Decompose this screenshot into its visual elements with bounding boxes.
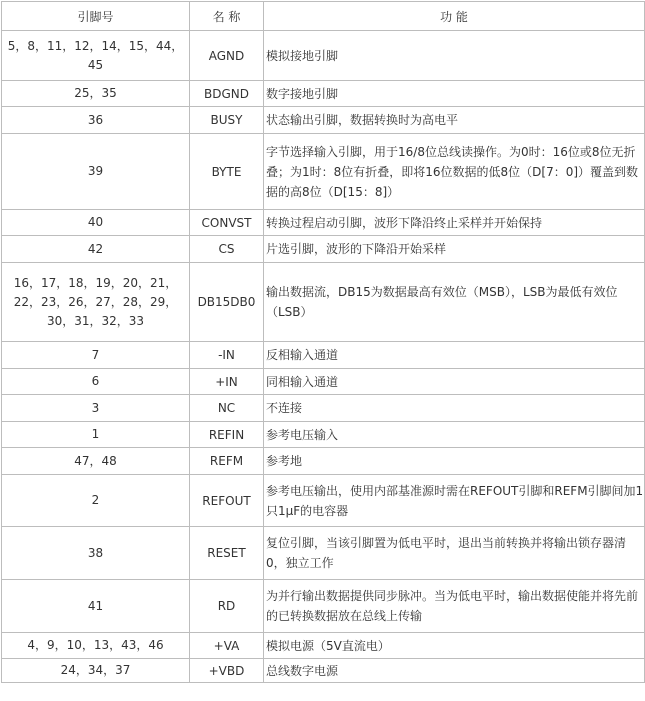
table-row bbox=[2, 395, 645, 422]
pin-name-cell: REFIN bbox=[190, 422, 264, 448]
pin-name-cell: DB15DB0 bbox=[190, 263, 264, 342]
pin-function-cell: 参考电压输入 bbox=[264, 422, 645, 448]
pin-function-cell: 反相输入通道 bbox=[264, 342, 645, 369]
pin-name-cell: NC bbox=[190, 395, 264, 422]
pin-name-cell: RD bbox=[190, 580, 264, 633]
header-function: 功 能 bbox=[264, 2, 645, 31]
pin-function-cell: 总线数字电源 bbox=[264, 659, 645, 683]
header-name: 名 称 bbox=[190, 2, 264, 31]
table-row bbox=[2, 81, 645, 107]
pin-function-table bbox=[1, 1, 645, 683]
pin-name-cell: AGND bbox=[190, 31, 264, 81]
pin-number-cell: 41 bbox=[2, 580, 190, 633]
pin-name-cell: +VBD bbox=[190, 659, 264, 683]
table-row bbox=[2, 342, 645, 369]
table-row bbox=[2, 580, 645, 633]
pin-function-cell: 为并行输出数据提供同步脉冲。当为低电平时，输出数据使能并将先前的已转换数据放在总线上传输 bbox=[264, 580, 645, 633]
pin-function-cell: 模拟接地引脚 bbox=[264, 31, 645, 81]
pin-number-cell: 40 bbox=[2, 210, 190, 236]
pin-function-cell: 参考电压输出，使用内部基准源时需在REFOUT引脚和REFM引脚间加1只1μF的电容器 bbox=[264, 475, 645, 527]
table-row bbox=[2, 210, 645, 236]
pin-number-cell: 1 bbox=[2, 422, 190, 448]
pin-number-cell: 42 bbox=[2, 236, 190, 263]
pin-function-cell: 同相输入通道 bbox=[264, 369, 645, 395]
pin-name-cell: CONVST bbox=[190, 210, 264, 236]
pin-function-cell: 输出数据流，DB15为数据最高有效位（MSB），LSB为最低有效位（LSB） bbox=[264, 263, 645, 342]
pin-function-cell: 复位引脚，当该引脚置为低电平时，退出当前转换并将输出锁存器清0，独立工作 bbox=[264, 527, 645, 580]
pin-number-cell: 38 bbox=[2, 527, 190, 580]
table-row bbox=[2, 369, 645, 395]
pin-number-cell: 7 bbox=[2, 342, 190, 369]
table-row bbox=[2, 422, 645, 448]
pin-number-cell: 6 bbox=[2, 369, 190, 395]
table-row bbox=[2, 448, 645, 475]
table-row bbox=[2, 263, 645, 342]
table-row bbox=[2, 236, 645, 263]
table-header-row bbox=[2, 2, 645, 31]
pin-number-cell: 25，35 bbox=[2, 81, 190, 107]
table-row bbox=[2, 31, 645, 81]
pin-name-cell: CS bbox=[190, 236, 264, 263]
pin-name-cell: RESET bbox=[190, 527, 264, 580]
pin-number-cell: 36 bbox=[2, 107, 190, 134]
pin-name-cell: REFM bbox=[190, 448, 264, 475]
pin-number-cell: 24，34，37 bbox=[2, 659, 190, 683]
table-row bbox=[2, 475, 645, 527]
header-pin-number: 引脚号 bbox=[2, 2, 190, 31]
pin-name-cell: +VA bbox=[190, 633, 264, 659]
pin-function-cell: 转换过程启动引脚，波形下降沿终止采样并开始保持 bbox=[264, 210, 645, 236]
pin-name-cell: REFOUT bbox=[190, 475, 264, 527]
table-row bbox=[2, 134, 645, 210]
pin-number-cell: 16，17，18，19，20，21，22，23，26，27，28，29，30，31，32，33 bbox=[2, 263, 190, 342]
pin-name-cell: -IN bbox=[190, 342, 264, 369]
pin-function-cell: 状态输出引脚，数据转换时为高电平 bbox=[264, 107, 645, 134]
table-row bbox=[2, 107, 645, 134]
pin-function-cell: 不连接 bbox=[264, 395, 645, 422]
pin-function-cell: 片选引脚，波形的下降沿开始采样 bbox=[264, 236, 645, 263]
pin-function-cell: 模拟电源（5V直流电） bbox=[264, 633, 645, 659]
pin-number-cell: 4，9，10，13，43，46 bbox=[2, 633, 190, 659]
pin-number-cell: 2 bbox=[2, 475, 190, 527]
pin-function-cell: 参考地 bbox=[264, 448, 645, 475]
table-row bbox=[2, 633, 645, 659]
pin-function-cell: 数字接地引脚 bbox=[264, 81, 645, 107]
pin-name-cell: BYTE bbox=[190, 134, 264, 210]
pin-name-cell: +IN bbox=[190, 369, 264, 395]
pin-function-cell: 字节选择输入引脚，用于16/8位总线读操作。为0时：16位或8位无折叠；为1时：8位有折叠，即将16位数据的低8位（D[7：0]）覆盖到数据的高8位（D[15：8]） bbox=[264, 134, 645, 210]
pin-number-cell: 3 bbox=[2, 395, 190, 422]
pin-number-cell: 5，8，11，12，14，15，44，45 bbox=[2, 31, 190, 81]
pin-name-cell: BDGND bbox=[190, 81, 264, 107]
table-row bbox=[2, 527, 645, 580]
pin-number-cell: 39 bbox=[2, 134, 190, 210]
table-row bbox=[2, 659, 645, 683]
pin-number-cell: 47，48 bbox=[2, 448, 190, 475]
pin-name-cell: BUSY bbox=[190, 107, 264, 134]
